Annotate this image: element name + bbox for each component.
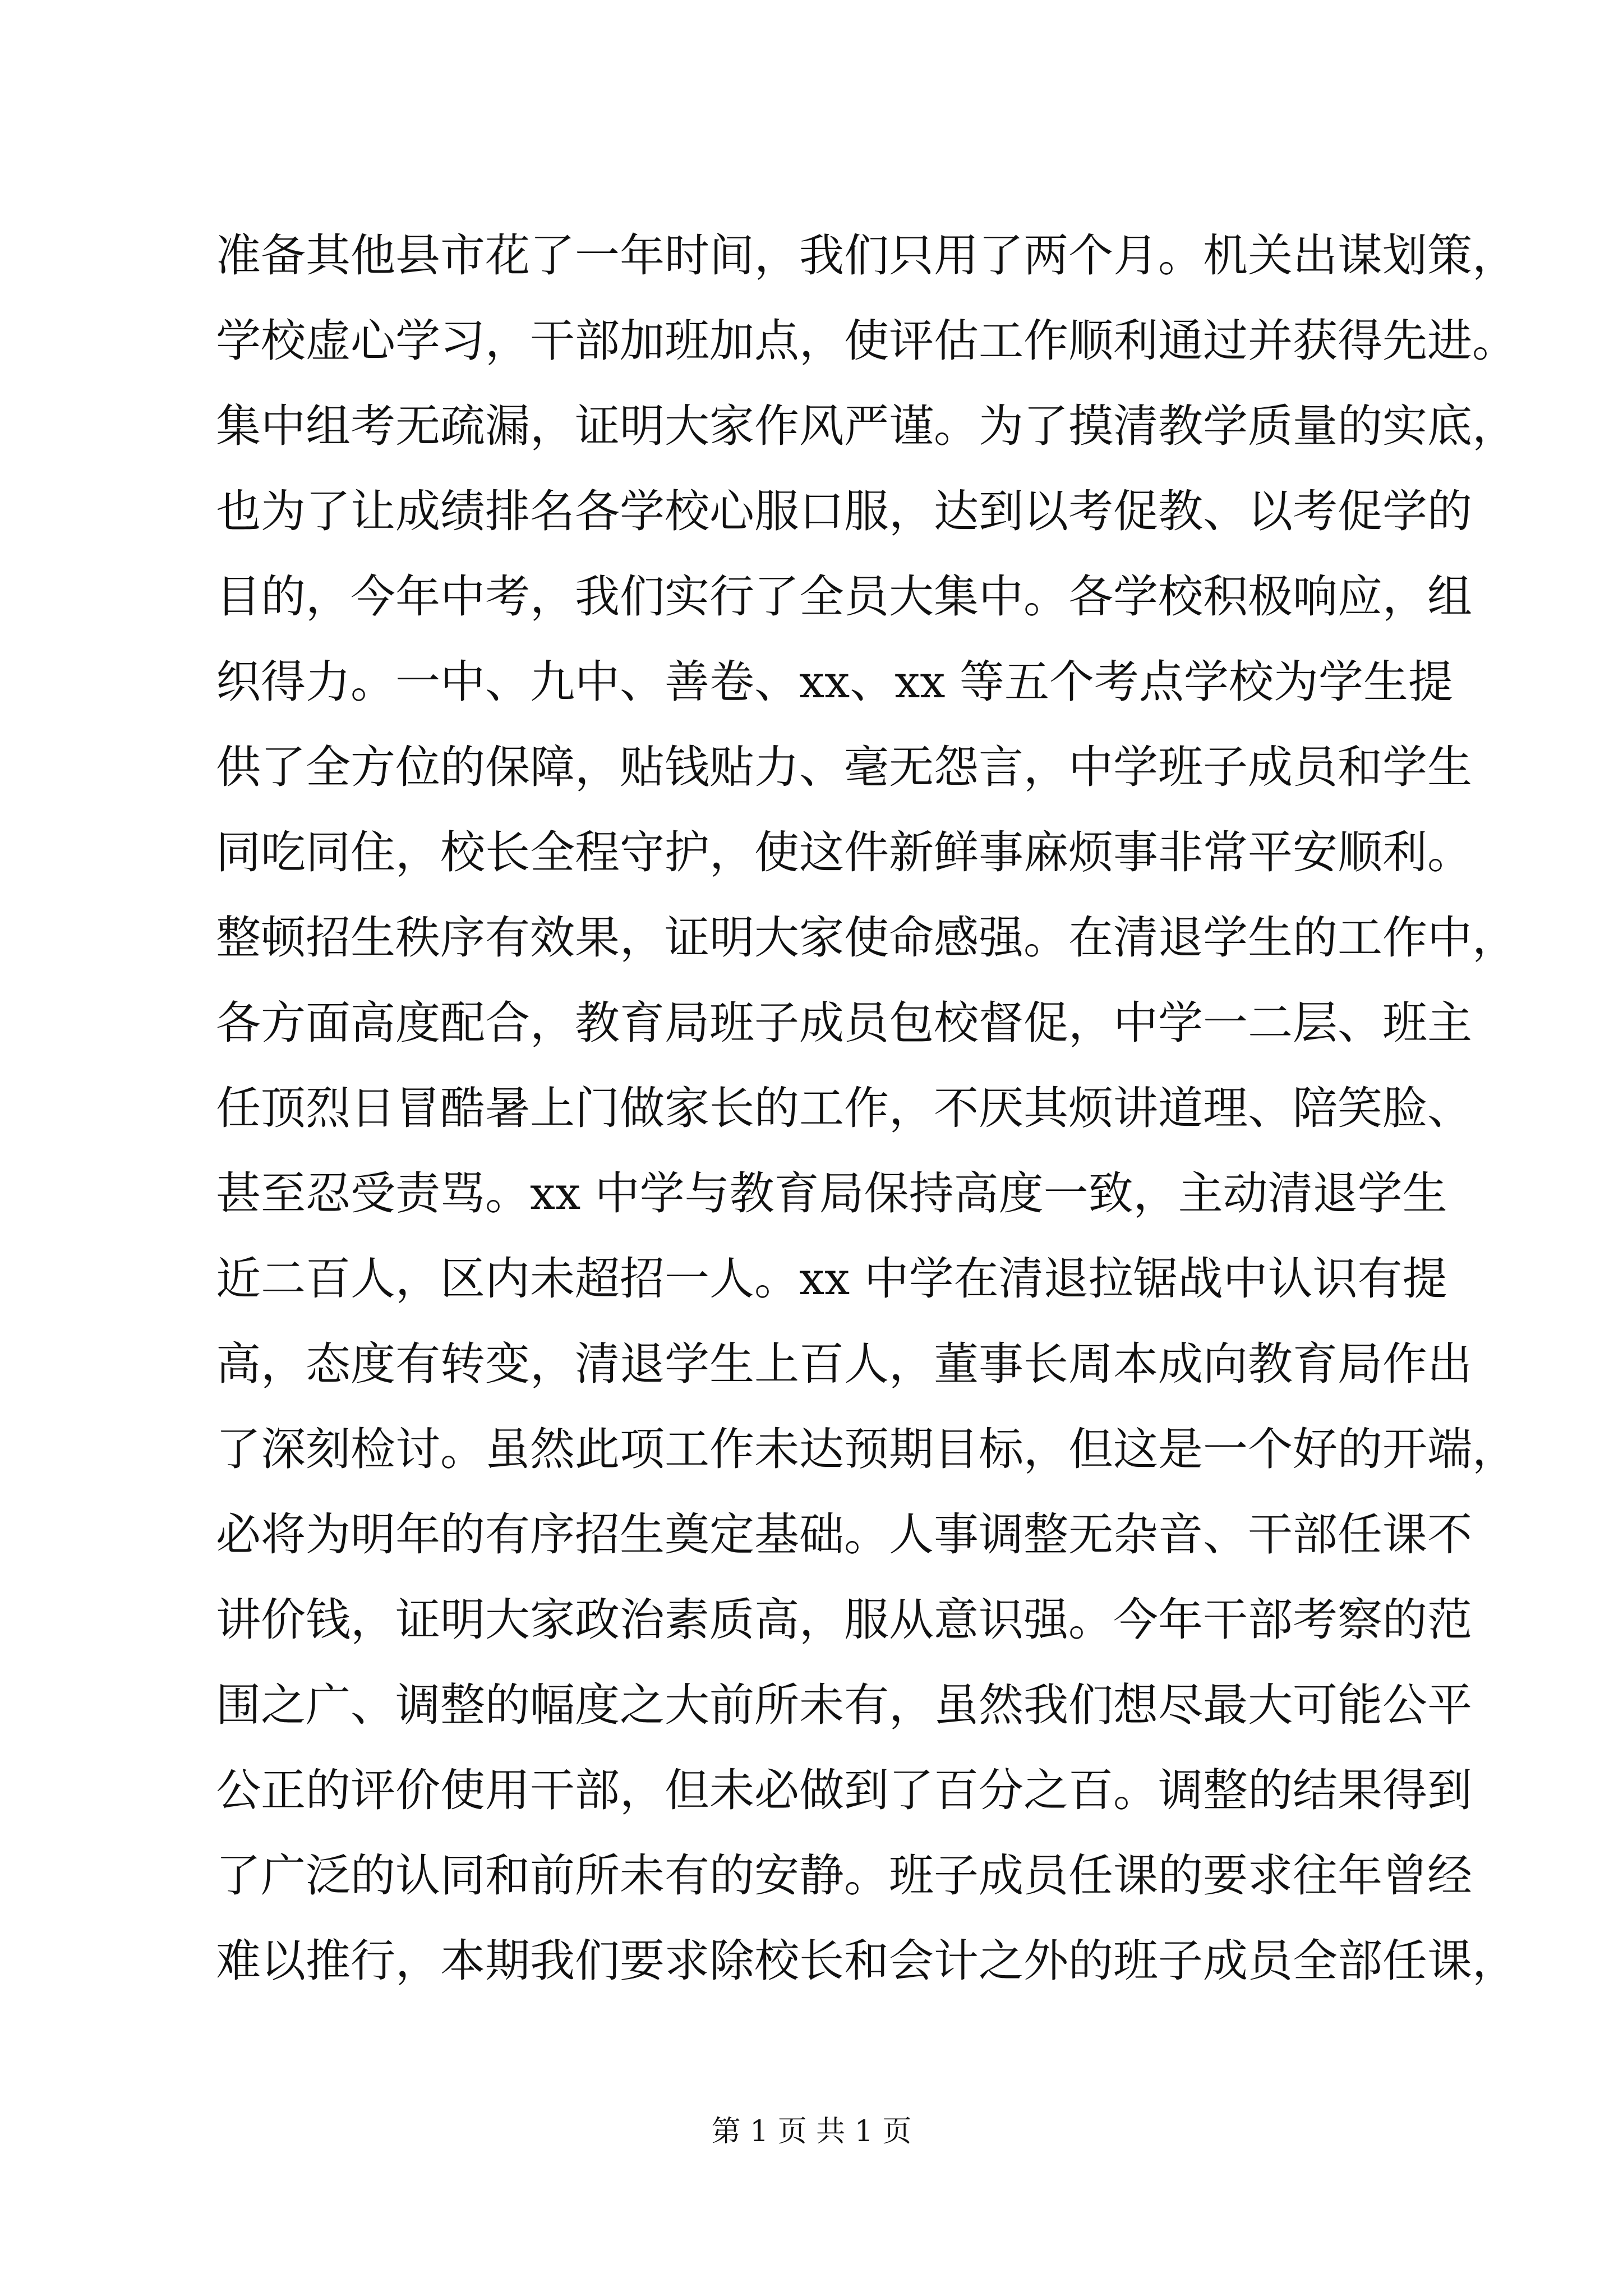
text-line: 近二百人，区内未超招一人。xx 中学在清退拉锯战中认识有提	[216, 1253, 1447, 1305]
text-line: 各方面高度配合，教育局班子成员包校督促，中学一二层、班主	[216, 997, 1472, 1049]
text-line: 难以推行，本期我们要求除校长和会计之外的班子成员全部任课，	[216, 1935, 1517, 1987]
text-line: 必将为明年的有序招生奠定基础。人事调整无杂音、干部任课不	[216, 1508, 1472, 1561]
text-line: 高，态度有转变，清退学生上百人，董事长周本成向教育局作出	[216, 1338, 1472, 1390]
text-line: 集中组考无疏漏，证明大家作风严谨。为了摸清教学质量的实底，	[216, 400, 1517, 452]
text-line: 织得力。一中、九中、善卷、xx、xx 等五个考点学校为学生提	[216, 656, 1453, 708]
text-line: 任顶烈日冒酷暑上门做家长的工作，不厌其烦讲道理、陪笑脸、	[216, 1082, 1472, 1134]
page-footer: 第 1 页 共 1 页	[711, 2115, 912, 2148]
text-line: 甚至忍受责骂。xx 中学与教育局保持高度一致，主动清退学生	[216, 1167, 1447, 1220]
text-line: 目的，今年中考，我们实行了全员大集中。各学校积极响应，组	[216, 570, 1472, 623]
text-line: 学校虚心学习，干部加班加点，使评估工作顺利通过并获得先进。	[216, 315, 1517, 367]
body-text	[216, 213, 1517, 2004]
text-line: 了广泛的认同和前所未有的安静。班子成员任课的要求往年曾经	[216, 1849, 1472, 1902]
text-line: 整顿招生秩序有效果，证明大家使命感强。在清退学生的工作中，	[216, 912, 1517, 964]
text-line: 公正的评价使用干部，但未必做到了百分之百。调整的结果得到	[216, 1764, 1472, 1816]
text-line: 也为了让成绩排名各学校心服口服，达到以考促教、以考促学的	[216, 485, 1472, 537]
text-line: 讲价钱，证明大家政治素质高，服从意识强。今年干部考察的范	[216, 1594, 1472, 1646]
text-line: 供了全方位的保障，贴钱贴力、毫无怨言，中学班子成员和学生	[216, 741, 1472, 793]
text-line: 围之广、调整的幅度之大前所未有，虽然我们想尽最大可能公平	[216, 1679, 1472, 1731]
text-line: 准备其他县市花了一年时间，我们只用了两个月。机关出谋划策，	[216, 229, 1517, 282]
text-line: 了深刻检讨。虽然此项工作未达预期目标，但这是一个好的开端，	[216, 1423, 1517, 1475]
text-line: 同吃同住，校长全程守护，使这件新鲜事麻烦事非常平安顺利。	[216, 826, 1472, 878]
